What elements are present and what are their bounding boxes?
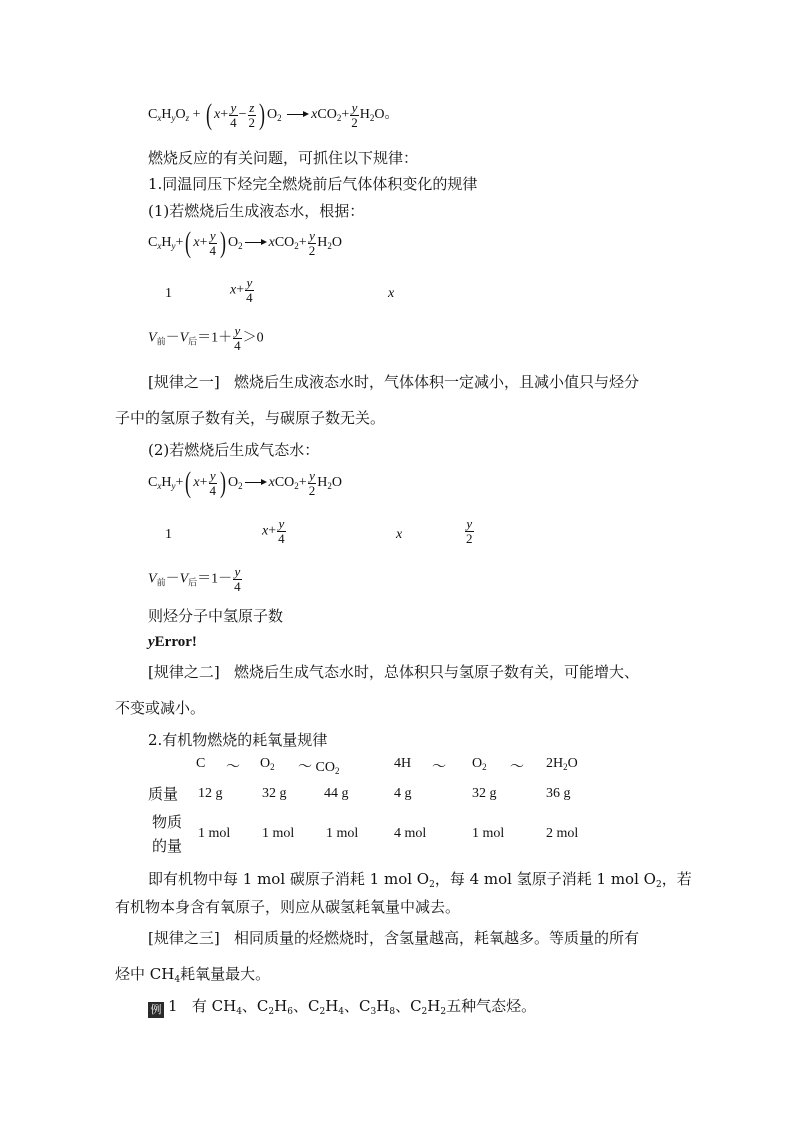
section-heading-2: 2.有机物燃烧的耗氧量规律 (148, 731, 328, 749)
gaseous-water-equation: $C_xH_y+$( x+ $\frac{y}{4}$ ) $O_2$ xCO$_2$+ $\frac{y}{2}$ $H_2O$ (148, 466, 342, 499)
reaction-arrow (245, 482, 267, 484)
rule-3: [规律之三] 相同质量的烃燃烧时，含氢量越高，耗氧越多。等质量的所有 (148, 929, 640, 947)
case-liquid-water: (1)若燃烧后生成液态水，根据： (148, 202, 365, 220)
rule-1: [规律之一] 燃烧后生成液态水时，气体体积一定减小，且减小值只与烃分 (148, 373, 640, 391)
mass-label: 质量 (148, 785, 179, 803)
liquid-water-equation: $C_xH_y+$( x+ $\frac{y}{4}$ ) $O_2$ xCO$_2$+ $\frac{y}{2}$ $H_2O$ (148, 226, 342, 259)
error-marker: yError! (148, 634, 197, 650)
coef2-b: x+ $\frac{y}{4}$ (262, 516, 285, 546)
example-icon: 例 (148, 1002, 164, 1018)
reaction-arrow (245, 242, 267, 244)
hydrogen-count-text: 则烃分子中氢原子数 (148, 607, 284, 625)
rule-2-cont: 不变或减小。 (115, 699, 206, 717)
oxygen-consumption-cont: 有机物本身含有氧原子，则应从碳氢耗氧量中减去。 (115, 898, 461, 916)
coef1-c: x (388, 286, 395, 301)
oxygen-consumption-table: C ～ $O_2$ ～ $CO_2$ 4H ～ $O_2$ ～ $2H_2O$ 质量 12 g 32 g 44 g 4 g 32 g 36 g 物质 的量 1 mol 1 mol 1 mol 4 mol 1 mol 2 mol (148, 756, 579, 855)
coef2-c: x (396, 527, 403, 542)
reaction-arrow (287, 114, 309, 116)
case-gaseous-water: (2)若燃烧后生成气态水： (148, 441, 320, 459)
amount-label-2: 的量 (152, 837, 183, 855)
volume-difference-2: $V_前-V_后=1-$ $\frac{y}{4}$ (148, 564, 241, 594)
coef2-d: $\frac{y}{2}$ (466, 516, 473, 546)
oxygen-consumption-text: 即有机物中每 1 mol 碳原子消耗 1 mol $O_2$，每 4 mol 氢原子消耗 1 mol $O_2$，若 (148, 870, 692, 890)
example-1: 例 1 有 $CH_4$、$C_2H_6$、$C_2H_4$、$C_3H_8$、$C_2H_2$五种气态烃。 (148, 996, 536, 1018)
intro-paragraph: 燃烧反应的有关问题，可抓住以下规律： (148, 149, 419, 167)
general-combustion-equation: $C_xH_yO_z$ + ( x+ $\frac{y}{4}$ − $\frac{z}{2}$ ) $O_2$ xCO$_2$+ $\frac{y}{2}$ $H_2O$。 (148, 98, 399, 131)
rule-1-cont: 子中的氢原子数有关，与碳原子数无关。 (115, 409, 386, 427)
rule-2: [规律之二] 燃烧后生成气态水时，总体积只与氢原子数有关，可能增大、 (148, 663, 640, 681)
section-heading-1: 1.同温同压下烃完全燃烧前后气体体积变化的规律 (148, 175, 478, 193)
volume-difference-1: $V_前-V_后=1+$ $\frac{y}{4}$ ＞0 (148, 323, 264, 353)
coef2-a: 1 (165, 527, 172, 542)
amount-label-1: 物质 (152, 813, 183, 831)
coef1-a: 1 (165, 286, 172, 301)
coef1-b: x+ $\frac{y}{4}$ (230, 275, 253, 305)
rule-3-cont: 烃中 $CH_4$耗氧量最大。 (115, 965, 271, 985)
